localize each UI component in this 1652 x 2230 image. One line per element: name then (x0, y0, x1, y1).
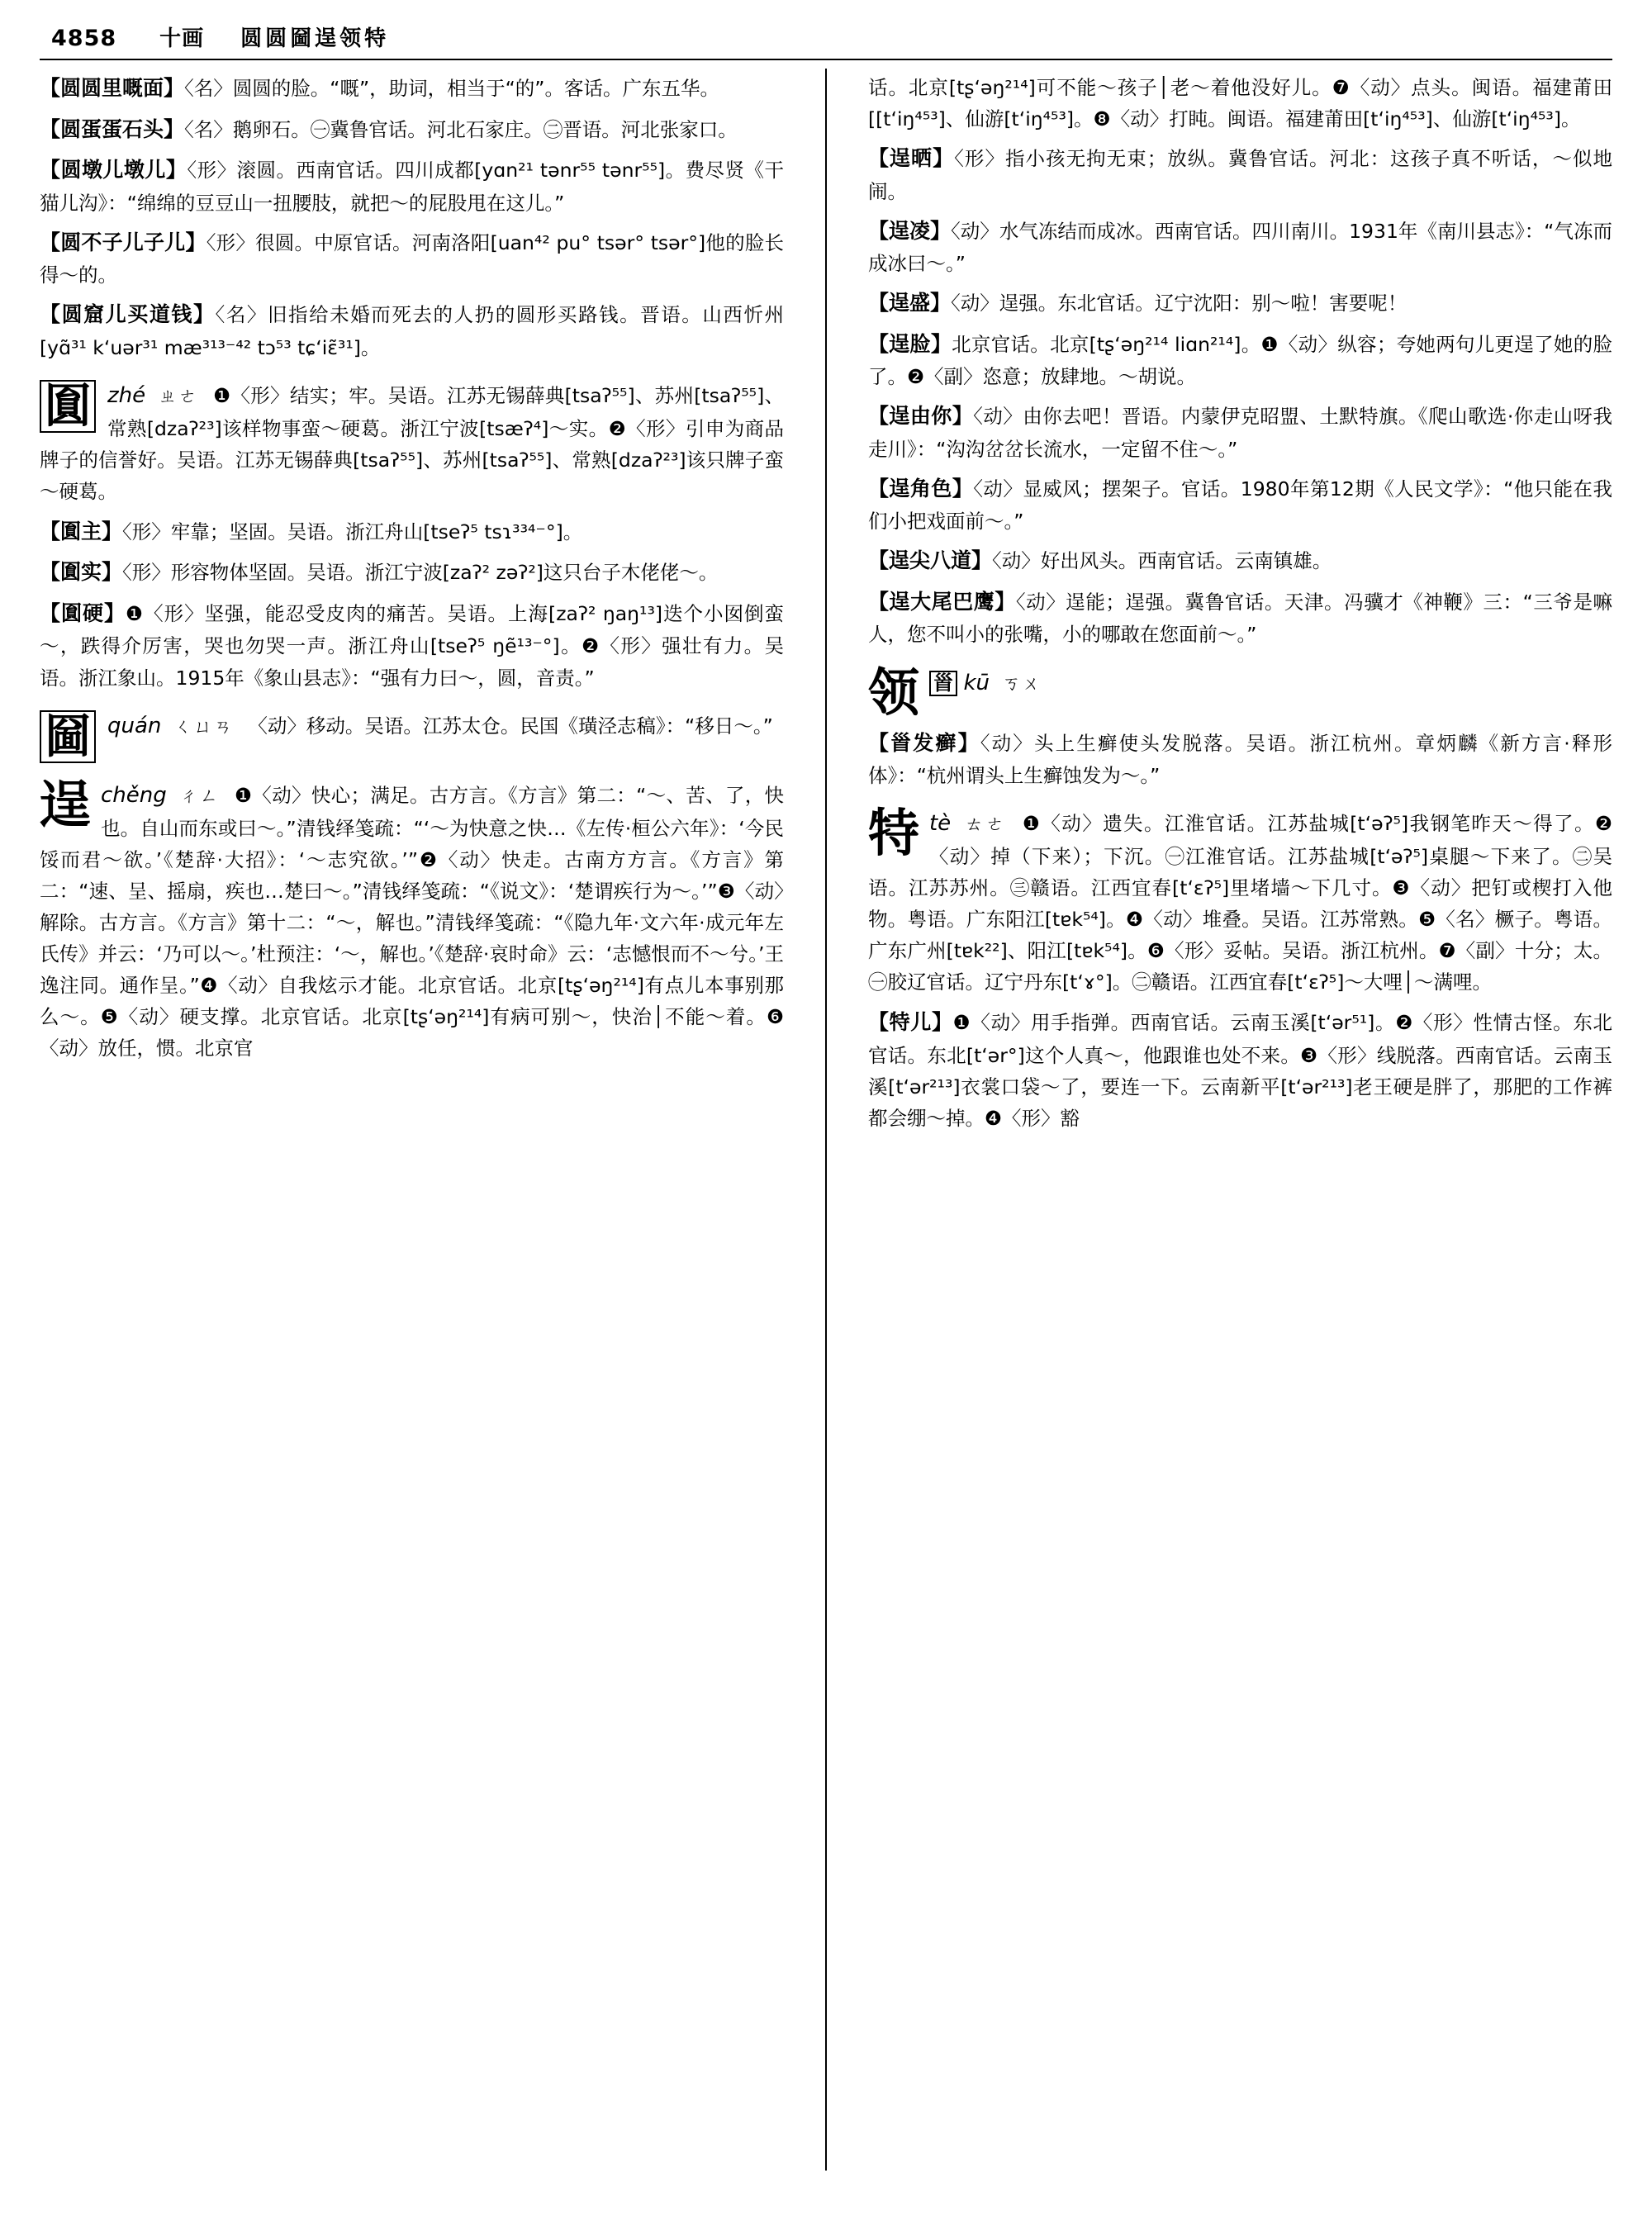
entry-headword: 【圎主】 (40, 519, 123, 543)
dictionary-entry (868, 215, 1612, 280)
zhuyin: ㄎㄨ (1002, 673, 1042, 695)
entry-headword: 【圎硬】 (40, 600, 126, 625)
entry-headword: 【𩠐发癣】 (867, 730, 980, 755)
zhuyin: ㄑㄩㄢ (173, 716, 234, 738)
entry-body: 〈动〉逞强。东北官话。辽宁沈阳：别～啦！害要呢！ (950, 292, 1408, 316)
entry-body: 〈名〉旧指给未婚而死去的人扔的圆形买路钱。晋语。山西忻州[yɑ̃³¹ kʻuər³¹ mæ³¹³⁻⁴² tɔ⁵³ tɕʻiɛ̃³¹]。 (40, 303, 785, 359)
entry-headword: 【圆窟儿买道钱】 (40, 302, 216, 327)
pinyin: chěng (101, 782, 167, 808)
entry-body: 〈动〉好出风头。西南官话。云南镇雄。 (991, 549, 1332, 573)
dictionary-entry (40, 597, 784, 694)
dictionary-entry (40, 556, 784, 590)
zhuyin: ㄊㄜ (965, 814, 1007, 836)
dictionary-entry (868, 727, 1612, 792)
entry-body: ❶〈形〉坚强，能忍受皮肉的痛苦。吴语。上海[zaʔ² ŋaŋ¹³]迭个小囡倒蛮～，跌得介厉害，哭也勿哭一声。浙江舟山[tseʔ⁵ ŋẽ¹³⁻°]。❷〈形〉强壮有力。吴语。浙江象山。1915年《象山县志》：“强有力曰～，圆，音责。” (40, 601, 785, 690)
entry-body: ❶〈动〉快心；满足。古方言。《方言》第二：“～、苦、了，快也。自山而东或曰～。”清钱绎笺疏：“‘～为快意之快…《左传·桓公六年》：‘今民馁而君～欲。’《楚辞·大招》：‘～志究欲。’”❷〈动〉快走。古南方方言。《方言》第二：“速、呈、摇扇，疾也…楚曰～。”清钱绎笺疏：“《说文》：‘楚谓疾行为～。’”❸〈动〉解除。古方言。《方言》第十二：“～，解也。”清钱绎笺疏：“《隐九年·文六年·成元年左氏传》并云：‘乃可以～。’杜预注：‘～，解也。’《楚辞·哀时命》云：‘志憾恨而不～兮。’王逸注同。通作呈。”❹〈动〉自我炫示才能。北京官话。北京[tʂʻəŋ²¹⁴]有点儿本事别那么～。❺〈动〉硬支撑。北京官话。北京[tʂʻəŋ²¹⁴]有病可别～，快治│不能～着。❻〈动〉放任，惯。北京官 (40, 783, 785, 1060)
entry-body: 〈动〉显威风；摆架子。官话。1980年第12期《人民文学》：“他只能在我们小把戏面前～。” (867, 477, 1612, 534)
two-column-body (40, 72, 1612, 2186)
continuation-paragraph: 话。北京[tʂʻəŋ²¹⁴]可不能～孩子│老～着他没好儿。❼〈动〉点头。闽语。福建莆田[[tʻiŋ⁴⁵³]、仙游[tʻiŋ⁴⁵³]。❽〈动〉打盹。闽语。福建莆田[tʻiŋ⁴⁵³]、仙游[tʻiŋ⁴⁵³]。 (867, 76, 1613, 131)
entry-headword: 【圆蛋蛋石头】 (40, 116, 185, 141)
entry-headword: 【逞由你】 (867, 404, 974, 429)
character-head: 领 (867, 662, 919, 723)
dictionary-entry (868, 400, 1612, 465)
running-head (40, 21, 1612, 52)
dictionary-entry (868, 287, 1612, 320)
right-column (868, 72, 1612, 2186)
pinyin: tè (928, 811, 952, 837)
character-head: 圎 (40, 380, 96, 433)
entry-headword: 【逞盛】 (867, 291, 951, 316)
entry-body: 北京官话。北京[tʂʻəŋ²¹⁴ liɑn²¹⁴]。❶〈动〉纵容；夸她两句儿更逞了她的脸了。❷〈副〉恣意；放肆地。～胡说。 (867, 332, 1613, 389)
stroke-count-label: 十画 (159, 26, 205, 51)
entry-body: 〈形〉形容物体坚固。吴语。浙江宁波[zaʔ² zəʔ²]这只台子木佬佬～。 (122, 561, 719, 585)
character-entry (40, 774, 785, 1065)
character-head-variant: 𩠐 (929, 671, 957, 697)
dictionary-entry (40, 113, 784, 147)
entry-headword: 【逞尖八道】 (867, 548, 992, 573)
left-column (40, 72, 784, 2186)
zhuyin: ㄔㄥ (179, 785, 221, 807)
entry-headword: 【圆墩儿墩儿】 (40, 158, 188, 182)
entry-body: 〈名〉鹅卵石。㊀冀鲁官话。河北石家庄。㊁晋语。河北张家口。 (184, 117, 738, 141)
dictionary-entry (868, 1006, 1612, 1134)
character-entry (867, 803, 1613, 998)
dictionary-entry (40, 72, 784, 106)
pinyin: zhé (107, 382, 146, 408)
entry-body: 〈形〉滚圆。西南官话。四川成都[yɑn²¹ tənr⁵⁵ tənr⁵⁵]。费尽贤《干猫儿沟》：“绵绵的豆豆山一扭腰肢，就把～的屁股甩在这儿。” (40, 159, 785, 215)
entry-headword: 【逞角色】 (867, 476, 974, 501)
entry-body: 〈动〉逞能；逞强。冀鲁官话。天津。冯骥才《神鞭》三：“三爷是嘛人，您不叫小的张嘴，小的哪敢在您面前～。” (867, 590, 1612, 647)
dictionary-entry (40, 515, 784, 549)
entry-body: ❶〈动〉用手指弹。西南官话。云南玉溪[tʻər⁵¹]。❷〈形〉性情古怪。东北官话。东北[tʻər°]这个人真～，他跟谁也处不来。❸〈形〉线脱落。西南官话。云南玉溪[tʻər²¹³]衣裳口袋～了，要连一下。云南新平[tʻər²¹³]老王硬是胖了，那肥的工作裤都会绷～掉。❹〈形〉豁 (867, 1011, 1613, 1131)
character-entry (867, 662, 1612, 723)
entry-headword: 【逞凌】 (867, 218, 952, 243)
page-number: 4858 (51, 26, 117, 51)
character-entry (40, 378, 784, 507)
entry-body: 〈形〉牢靠；坚固。吴语。浙江舟山[tseʔ⁵ tsɿ³³⁴⁻°]。 (122, 520, 583, 543)
dictionary-entry (868, 472, 1612, 538)
entry-body: 〈形〉指小孩无拘无束；放纵。冀鲁官话。河北：这孩子真不听话，～似地闹。 (867, 147, 1613, 203)
zhuyin: ㄓㄜ (158, 386, 199, 407)
dictionary-entry (868, 544, 1612, 578)
dictionary-entry (868, 328, 1612, 393)
entry-body: ❶〈形〉结实；牢。吴语。江苏无锡薛典[tsaʔ⁵⁵]、苏州[tsaʔ⁵⁵]、常熟[dzaʔ²³]该样物事蛮～硬葛。浙江宁波[tsæʔ⁴]～实。❷〈形〉引申为商品牌子的信誉好。吴语。江苏无锡薛典[tsaʔ⁵⁵]、苏州[tsaʔ⁵⁵]、常熟[dzaʔ²³]该只牌子蛮～硬葛。 (40, 383, 785, 503)
pinyin: quán (107, 713, 162, 738)
entry-body: 〈动〉移动。吴语。江苏太仓。民国《璜泾志稿》：“移日～。” (248, 714, 773, 738)
column-divider (825, 69, 827, 2171)
dictionary-entry (40, 226, 784, 292)
entry-headword: 【逞脸】 (867, 331, 952, 356)
entry-headword: 【圆圆里嘅面】 (40, 76, 185, 100)
dictionary-entry (868, 142, 1612, 207)
pinyin: kū (963, 670, 990, 695)
entry-headword: 【特儿】 (867, 1010, 953, 1035)
dictionary-entry (40, 298, 784, 363)
character-head: 圙 (40, 710, 96, 763)
entry-body: 〈动〉由你去吧！晋语。内蒙伊克昭盟、土默特旗。《爬山歌选·你走山呀我走川》：“沟沟岔岔长流水，一定留不住～。” (867, 405, 1612, 461)
header-rule (40, 59, 1612, 60)
entry-body: 〈名〉圆圆的脸。“嘅”，助词，相当于“的”。客话。广东五华。 (184, 77, 719, 100)
entry-body: ❶〈动〉遗失。江淮官话。江苏盐城[tʻəʔ⁵]我钢笔昨天～得了。❷〈动〉掉（下来）；下沉。㊀江淮官话。江苏盐城[tʻəʔ⁵]桌腿～下来了。㊁吴语。江苏苏州。㊂赣语。江西宜春[tʻɛʔ⁵]里堵墙～下几寸。❸〈动〉把钉或楔打入他物。粤语。广东阳江[tɐk⁵⁴]。❹〈动〉堆叠。吴语。江苏常熟。❺〈名〉橛子。粤语。广东广州[tɐk²²]、阳江[tɐk⁵⁴]。❻〈形〉妥帖。吴语。浙江杭州。❼〈副〉十分；太。㊀胶辽官话。辽宁丹东[tʻɤ°]。㊁赣语。江西宜春[tʻɛʔ⁵]～大哩│～满哩。 (867, 812, 1613, 994)
entry-body: 〈形〉很圆。中原官话。河南洛阳[uan⁴² pu° tsər° tsər°]他的脸长得～的。 (40, 230, 785, 287)
character-entry (40, 709, 784, 763)
dictionary-entry (868, 586, 1612, 651)
entry-headword: 【圎实】 (40, 560, 123, 585)
entry-headword: 【逞大尾巴鹰】 (867, 589, 1016, 614)
dictionary-entry (40, 154, 784, 219)
entry-headword: 【圆不子儿子儿】 (40, 230, 206, 254)
character-head: 特 (867, 803, 919, 864)
entry-body: 〈动〉水气冻结而成冰。西南官话。四川南川。1931年《南川县志》：“气冻而成冰曰～。” (867, 219, 1612, 276)
entry-body: 〈动〉头上生癣使头发脱落。吴语。浙江杭州。章炳麟《新方言·释形体》：“杭州谓头上生癣蚀发为～。” (867, 731, 1612, 787)
character-head: 逞 (40, 774, 92, 835)
head-characters: 圆圆圙逞领特 (240, 26, 390, 51)
entry-headword: 【逞晒】 (867, 146, 955, 171)
